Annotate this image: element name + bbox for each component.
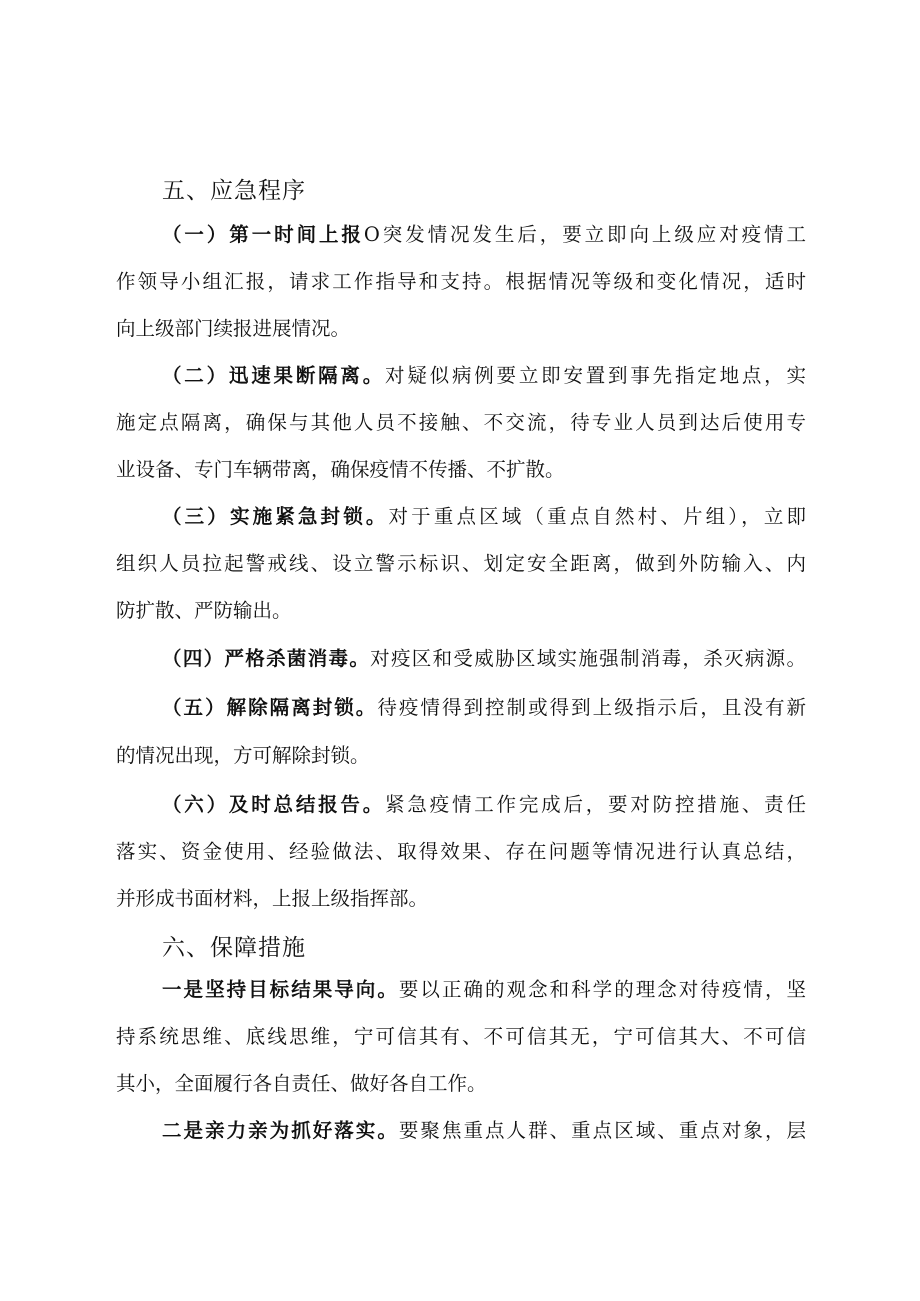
- paragraph-lead: （一）第一时间上报: [162, 223, 364, 246]
- paragraph-line: [162, 503, 806, 531]
- paragraph-line: 业设备、专门车辆带离，确保疫情不传播、不扩散。: [116, 458, 565, 481]
- paragraph-line: 组织人员拉起警戒线、设立警示标识、划定安全距离，做到外防输入、内: [116, 552, 806, 575]
- paragraph-line: [162, 362, 806, 390]
- paragraph-text: 要以正确的观念和科学的理念对待疫情，坚: [398, 978, 806, 1001]
- paragraph-lead: （五）解除隔离封锁。: [162, 696, 378, 719]
- paragraph-line: 施定点隔离，确保与其他人员不接触、不交流，待专业人员到达后使用专: [116, 411, 806, 434]
- paragraph-line: 的情况出现，方可解除封锁。: [116, 744, 370, 767]
- paragraph-text: 待疫情得到控制或得到上级指示后，且没有新: [377, 696, 806, 719]
- paragraph-line: [162, 1117, 806, 1145]
- paragraph-line: 作领导小组汇报，请求工作指导和支持。根据情况等级和变化情况，适时: [116, 270, 806, 293]
- paragraph-lead: （四）严格杀菌消毒。: [162, 647, 371, 670]
- paragraph-line: 防扩散、严防输出。: [116, 599, 292, 622]
- paragraph-line: 并形成书面材料，上报上级指挥部。: [116, 887, 429, 910]
- section-heading: 五、应急程序: [162, 178, 306, 204]
- paragraph-lead: （六）及时总结报告。: [162, 793, 386, 816]
- paragraph-line: 落实、资金使用、经验做法、取得效果、存在问题等情况进行认真总结，: [116, 840, 806, 863]
- paragraph-lead: （三）实施紧急封锁。: [162, 505, 389, 528]
- paragraph-lead: 二是亲力亲为抓好落实。: [162, 1119, 399, 1142]
- paragraph-text: 对疑似病例要立即安置到事先指定地点，实: [385, 364, 806, 387]
- section-heading: 六、保障措施: [162, 935, 306, 961]
- paragraph-line: [162, 221, 806, 249]
- paragraph-line: 向上级部门续报进展情况。: [116, 317, 351, 340]
- paragraph-line: 持系统思维、底线思维，宁可信其有、不可信其无，宁可信其大、不可信: [116, 1025, 806, 1048]
- paragraph-text: 对于重点区域（重点自然村、片组），立即: [388, 505, 806, 528]
- paragraph-line: [162, 791, 806, 819]
- paragraph-text: 要聚焦重点人群、重点区域、重点对象，层: [398, 1119, 806, 1142]
- paragraph-line: 其小，全面履行各自责任、做好各自工作。: [116, 1072, 487, 1095]
- paragraph-text: 对疫区和受威胁区域实施强制消毒，杀灭病源。: [370, 647, 806, 670]
- paragraph-text: O突发情况发生后，要立即向上级应对疫情工: [363, 223, 806, 246]
- paragraph-line: [162, 645, 806, 673]
- paragraph-line: [162, 976, 806, 1004]
- paragraph-lead: （二）迅速果断隔离。: [162, 364, 386, 387]
- paragraph-line: [162, 694, 806, 722]
- paragraph-text: 紧急疫情工作完成后，要对防控措施、责任: [385, 793, 806, 816]
- paragraph-lead: 一是坚持目标结果导向。: [162, 978, 399, 1001]
